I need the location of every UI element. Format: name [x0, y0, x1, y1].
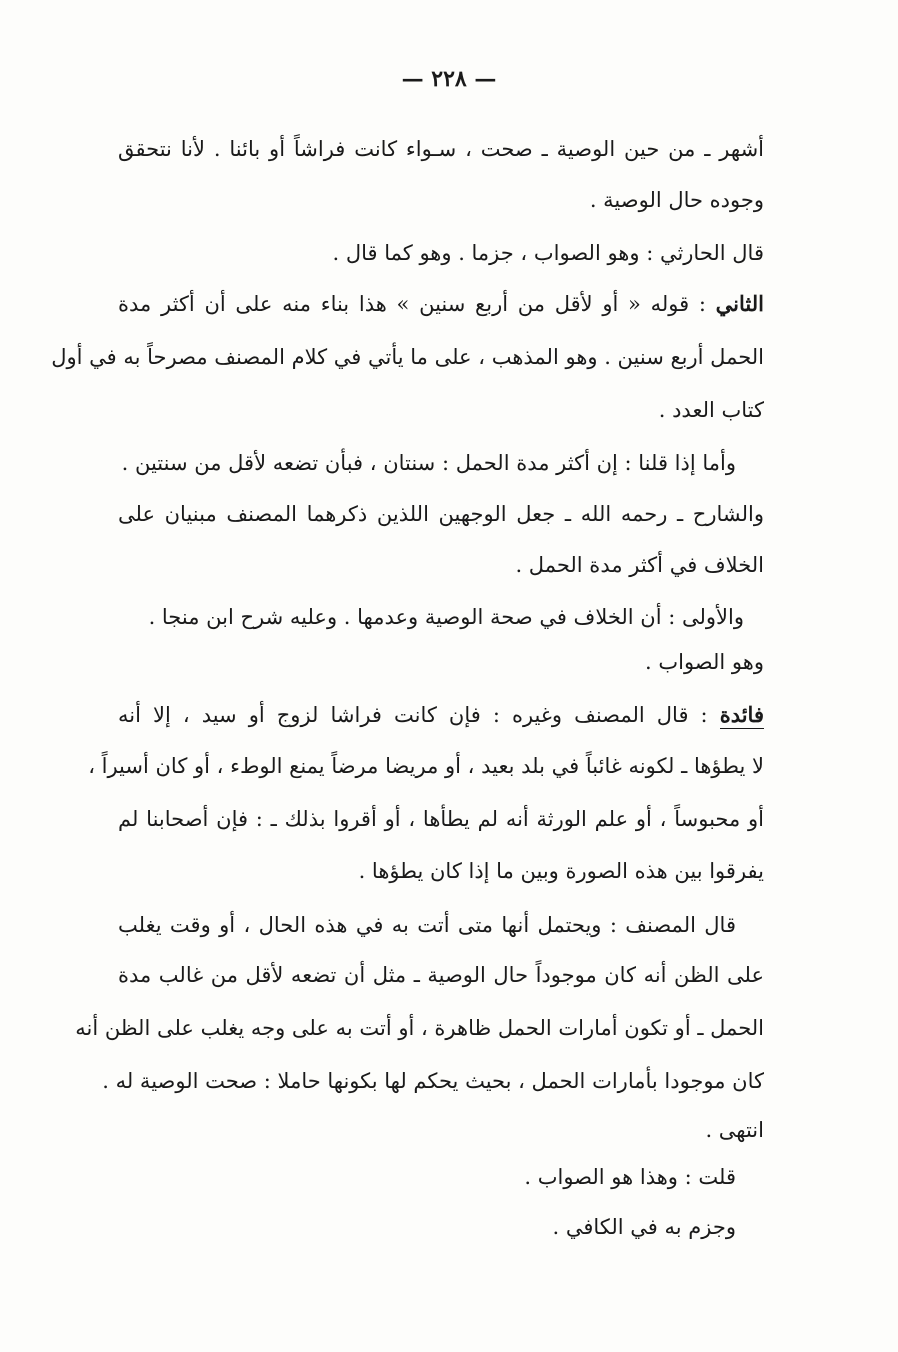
text-line: انتهى .: [705, 1118, 764, 1142]
text-line: وجوده حال الوصية .: [589, 188, 764, 212]
text-line: لا يطؤها ـ لكونه غائباً في بلد بعيد ، أو مريضا مرضاً يمنع الوطء ، أو كان أسيراً ،: [88, 754, 764, 778]
note-text-second: : قوله « أو لأقل من أربع سنين » هذا بناء منه على أن أكثر مدة: [118, 292, 716, 316]
text-line: الحمل ـ أو تكون أمارات الحمل ظاهرة ، أو أتت به على وجه يغلب على الظن أنه: [75, 1016, 764, 1040]
text-line: أشهر ـ من حين الوصية ـ صحت ، سـواء كانت فراشاً أو بائنا . لأنا نتحقق: [118, 137, 764, 161]
page-number: — ٢٢٨ —: [401, 66, 497, 92]
text-line: قال المصنف : ويحتمل أنها متى أتت به في هذه الحال ، أو وقت يغلب: [118, 913, 736, 937]
text-line-second-note: [118, 287, 764, 321]
text-line: وأما إذا قلنا : إن أكثر مدة الحمل : سنتان ، فبأن تضعه لأقل من سنتين .: [121, 451, 736, 475]
text-line: وهو الصواب .: [645, 650, 764, 674]
note-text-faida: : قال المصنف وغيره : فإن كانت فراشا لزوج أو سيد ، إلا أنه: [118, 703, 720, 727]
text-line: أو محبوساً ، أو علم الورثة أنه لم يطأها ، أو أقروا بذلك ـ : فإن أصحابنا لم: [118, 807, 764, 831]
text-line: الحمل أربع سنين . وهو المذهب ، على ما يأتي في كلام المصنف مصرحاً به في أول: [51, 345, 764, 369]
text-line: والأولى : أن الخلاف في صحة الوصية وعدمها . وعليه شرح ابن منجا .: [148, 605, 744, 629]
text-line: كتاب العدد .: [658, 398, 764, 422]
text-line: وجزم به في الكافي .: [552, 1215, 736, 1239]
note-label-faida: فائدة: [719, 702, 764, 727]
page-body: [51, 0, 764, 1352]
text-line: والشارح ـ رحمه الله ـ جعل الوجهين اللذين ذكرهما المصنف مبنيان على: [118, 502, 764, 526]
text-line: يفرقوا بين هذه الصورة وبين ما إذا كان يطؤها .: [358, 859, 764, 883]
text-line: على الظن أنه كان موجوداً حال الوصية ـ مثل أن تضعه لأقل من غالب مدة: [118, 963, 764, 987]
text-line-faida: [118, 698, 764, 732]
text-line: كان موجودا بأمارات الحمل ، بحيث يحكم لها بكونها حاملا : صحت الوصية له .: [102, 1069, 764, 1093]
text-line: قلت : وهذا هو الصواب .: [524, 1165, 736, 1189]
text-line: قال الحارثي : وهو الصواب ، جزما . وهو كما قال .: [332, 241, 764, 265]
note-label-second: الثاني: [715, 291, 764, 316]
text-line: الخلاف في أكثر مدة الحمل .: [515, 553, 764, 577]
